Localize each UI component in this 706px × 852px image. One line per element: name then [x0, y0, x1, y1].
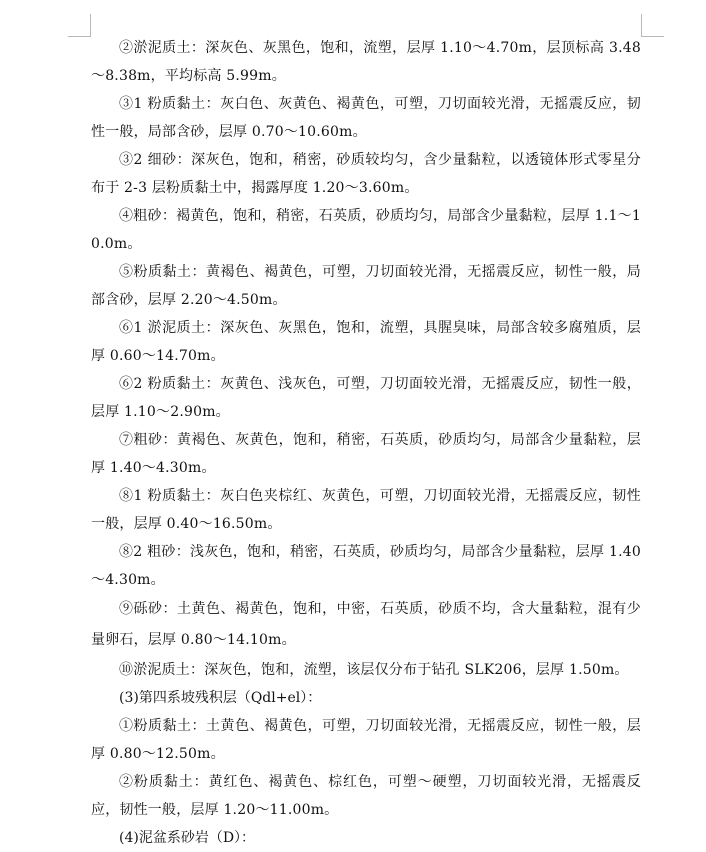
paragraph-residual-2: ②粉质黏土：黄红色、褐黄色、棕红色，可塑～硬塑，刀切面较光滑，无摇震反应，韧性一般，层厚 1.20～11.00m。	[91, 774, 641, 818]
paragraph-layer-6-1: ⑥1 淤泥质土：深灰色、灰黑色，饱和，流塑，具腥臭味，局部含较多腐殖质，层厚 0.60～14.70m。	[91, 320, 641, 364]
page-corner-mark-top-left	[68, 14, 91, 37]
page-corner-mark-top-right	[641, 14, 664, 37]
document-body	[91, 34, 641, 852]
section-heading-devonian: (4)泥盆系砂岩（D）：	[119, 830, 256, 846]
paragraph-layer-8-2: ⑧2 粗砂：浅灰色，饱和，稍密，石英质，砂质均匀，局部含少量黏粒，层厚 1.40～4.30m。	[91, 544, 641, 588]
paragraph-layer-4: ④粗砂：褐黄色，饱和，稍密，石英质，砂质均匀，局部含少量黏粒，层厚 1.1～10.0m。	[91, 208, 641, 252]
paragraph-layer-3-1: ③1 粉质黏土：灰白色、灰黄色、褐黄色，可塑，刀切面较光滑，无摇震反应，韧性一般，局部含砂，层厚 0.70～10.60m。	[91, 96, 641, 140]
paragraph-layer-10: ⑩淤泥质土：深灰色，饱和，流塑，该层仅分布于钻孔 SLK206，层厚 1.50m。	[119, 662, 629, 678]
paragraph-layer-9: ⑨砾砂：土黄色、褐黄色，饱和，中密，石英质，砂质不均，含大量黏粒，混有少量卵石，层厚 0.80～14.10m。	[91, 601, 641, 648]
paragraph-layer-2: ②淤泥质土：深灰色、灰黑色，饱和，流塑，层厚 1.10～4.70m，层顶标高 3.48～8.38m，平均标高 5.99m。	[91, 40, 641, 84]
paragraph-layer-8-1: ⑧1 粉质黏土：灰白色夹棕红、灰黄色，可塑，刀切面较光滑，无摇震反应，韧性一般，层厚 0.40～16.50m。	[91, 488, 641, 532]
paragraph-layer-6-2: ⑥2 粉质黏土：灰黄色、浅灰色，可塑，刀切面较光滑，无摇震反应，韧性一般，层厚 1.10～2.90m。	[91, 376, 641, 420]
paragraph-residual-1: ①粉质黏土：土黄色、褐黄色，可塑，刀切面较光滑，无摇震反应，韧性一般，层厚 0.80～12.50m。	[91, 718, 641, 762]
paragraph-layer-7: ⑦粗砂：黄褐色、灰黄色，饱和，稍密，石英质，砂质均匀，局部含少量黏粒，层厚 1.40～4.30m。	[91, 432, 641, 476]
paragraph-layer-3-2: ③2 细砂：深灰色，饱和，稍密，砂质较均匀，含少量黏粒，以透镜体形式零星分布于 2-3 层粉质黏土中，揭露厚度 1.20～3.60m。	[91, 152, 641, 196]
paragraph-layer-5: ⑤粉质黏土：黄褐色、褐黄色，可塑，刀切面较光滑，无摇震反应，韧性一般，局部含砂，层厚 2.20～4.50m。	[91, 264, 641, 308]
section-heading-quaternary: (3)第四系坡残积层（Qdl+el）：	[119, 690, 322, 706]
